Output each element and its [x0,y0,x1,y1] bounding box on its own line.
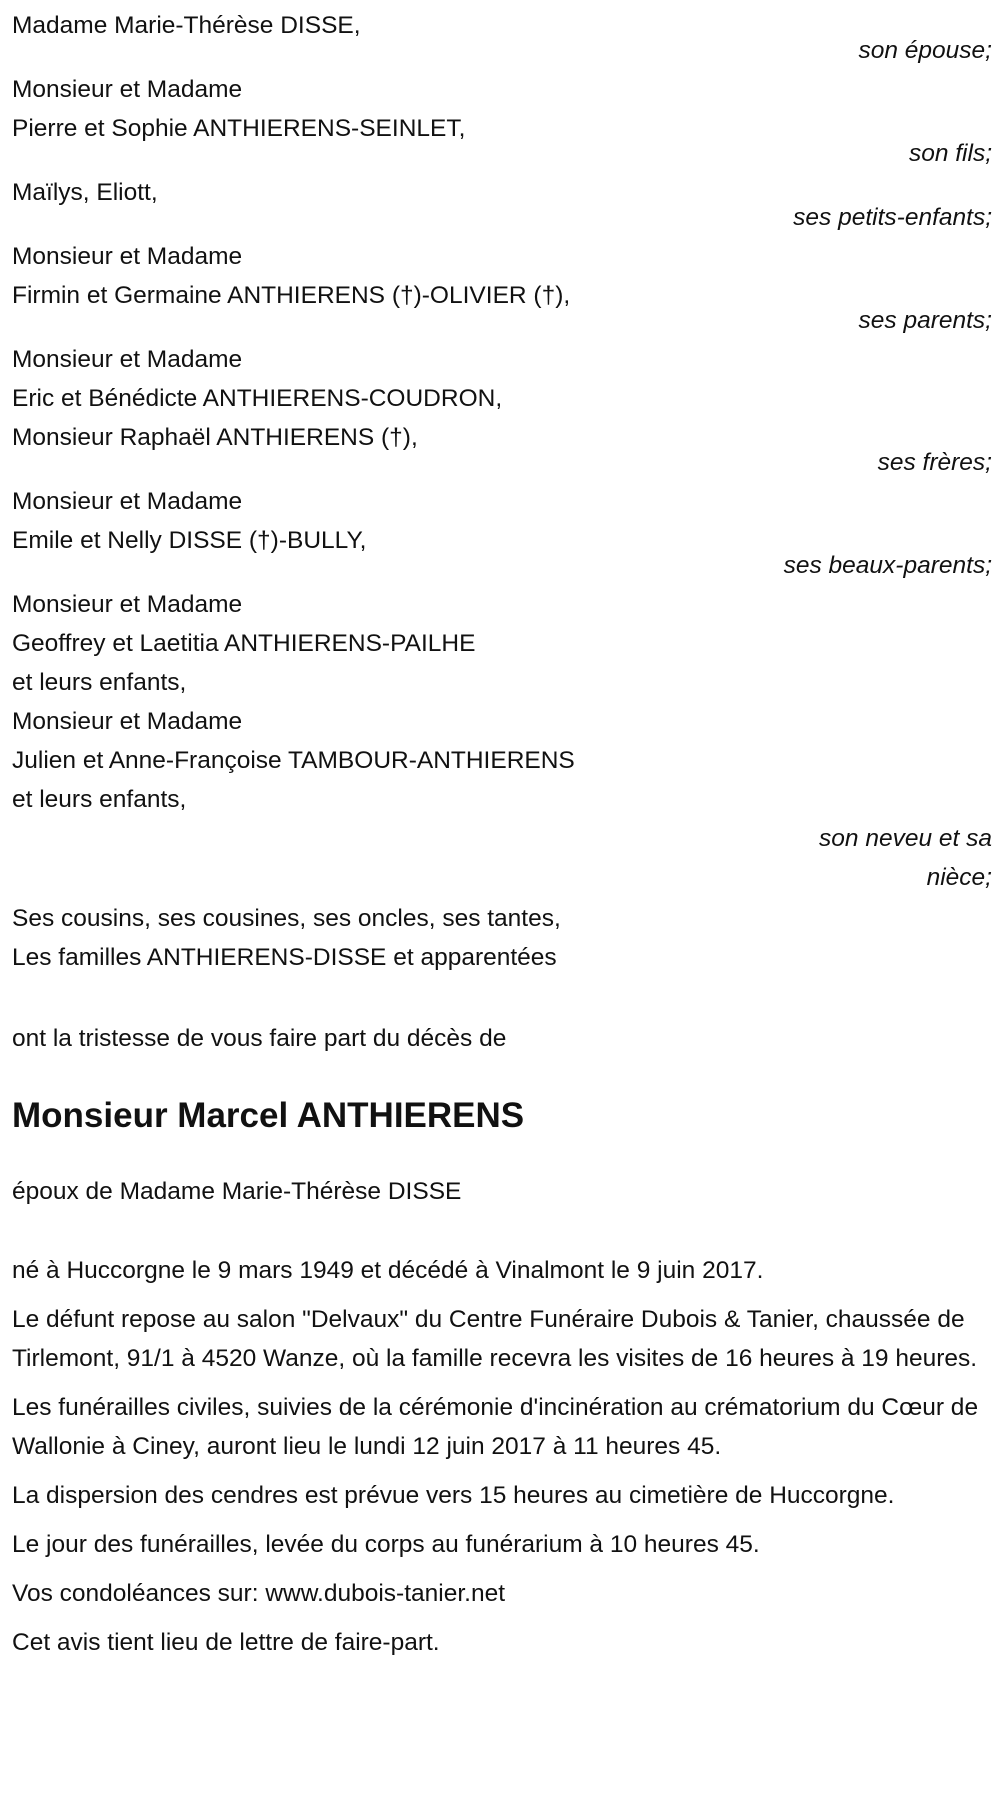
relation-label: son neveu et sa nièce; [819,825,992,891]
ashes-paragraph: La dispersion des cendres est prévue vers 15 heures au cimetière de Huccorgne. [12,1482,895,1509]
funeral-paragraph: Les funérailles civiles, suivies de la cérémonie d'incinération au crématorium du Cœur de Wallonie à Ciney, auront lieu le lundi 12 juin 2017 à 11 heures 45. [12,1394,979,1460]
procession-paragraph: Le jour des funérailles, levée du corps au funérarium à 10 heures 45. [12,1531,760,1558]
details [12,1251,992,1662]
family-entry-line: et leurs enfants, [12,786,187,813]
relation-label: ses parents; [858,307,992,334]
family-entry-line: Madame Marie-Thérèse DISSE, [12,12,361,39]
family-entry-line: Monsieur et Madame [12,591,243,618]
family-entry-line: Maïlys, Eliott, [12,179,158,206]
family-entry [12,237,992,340]
family-entry-line: Monsieur et Madame [12,708,243,735]
family-entry [12,340,992,482]
family-entry-line: Monsieur et Madame [12,76,243,103]
family-entry [12,585,992,897]
other-relatives [12,899,992,977]
family-entry-line: Firmin et Germaine ANTHIERENS (†)-OLIVIER (†), [12,282,571,309]
family-entry-line: Monsieur et Madame [12,346,243,373]
family-entry-line: Pierre et Sophie ANTHIERENS-SEINLET, [12,115,466,142]
family-entry-line: Monsieur et Madame [12,243,243,270]
spouse-line: époux de Madame Marie-Thérèse DISSE [12,1178,462,1205]
family-entry-line: Monsieur Raphaël ANTHIERENS (†), [12,424,418,451]
relation-label: son épouse; [858,37,992,64]
notice-paragraph: Cet avis tient lieu de lettre de faire-part. [12,1629,440,1656]
family-entry-line: Julien et Anne-Françoise TAMBOUR-ANTHIERENS [12,747,575,774]
relation-label: ses frères; [877,449,992,476]
family-entry-line: et leurs enfants, [12,669,187,696]
family-entry-line: Eric et Bénédicte ANTHIERENS-COUDRON, [12,385,503,412]
family-entry [12,6,992,70]
relation-label: ses beaux-parents; [783,552,992,579]
condolences-paragraph: Vos condoléances sur: www.dubois-tanier.net [12,1580,506,1607]
family-entry [12,70,992,173]
family-entry-line: Emile et Nelly DISSE (†)-BULLY, [12,527,367,554]
family-entry-line: Monsieur et Madame [12,488,243,515]
family-list [12,6,992,897]
family-entry [12,173,992,237]
relation-label: son fils; [908,140,992,167]
announcement-text: ont la tristesse de vous faire part du décès de [12,1025,507,1052]
rest-paragraph: Le défunt repose au salon "Delvaux" du Centre Funéraire Dubois & Tanier, chaussée de Tirlemont, 91/1 à 4520 Wanze, où la famille recevra les visites de 16 heures à 19 heures. [12,1306,978,1372]
relatives-line: Ses cousins, ses cousines, ses oncles, ses tantes, [12,905,561,932]
family-entry [12,482,992,585]
relation-label: ses petits-enfants; [793,204,992,231]
birth-death-paragraph: né à Huccorgne le 9 mars 1949 et décédé à Vinalmont le 9 juin 2017. [12,1257,764,1284]
family-entry-line: Geoffrey et Laetitia ANTHIERENS-PAILHE [12,630,476,657]
relatives-line: Les familles ANTHIERENS-DISSE et apparentées [12,944,557,971]
deceased-name: Monsieur Marcel ANTHIERENS [12,1096,525,1135]
